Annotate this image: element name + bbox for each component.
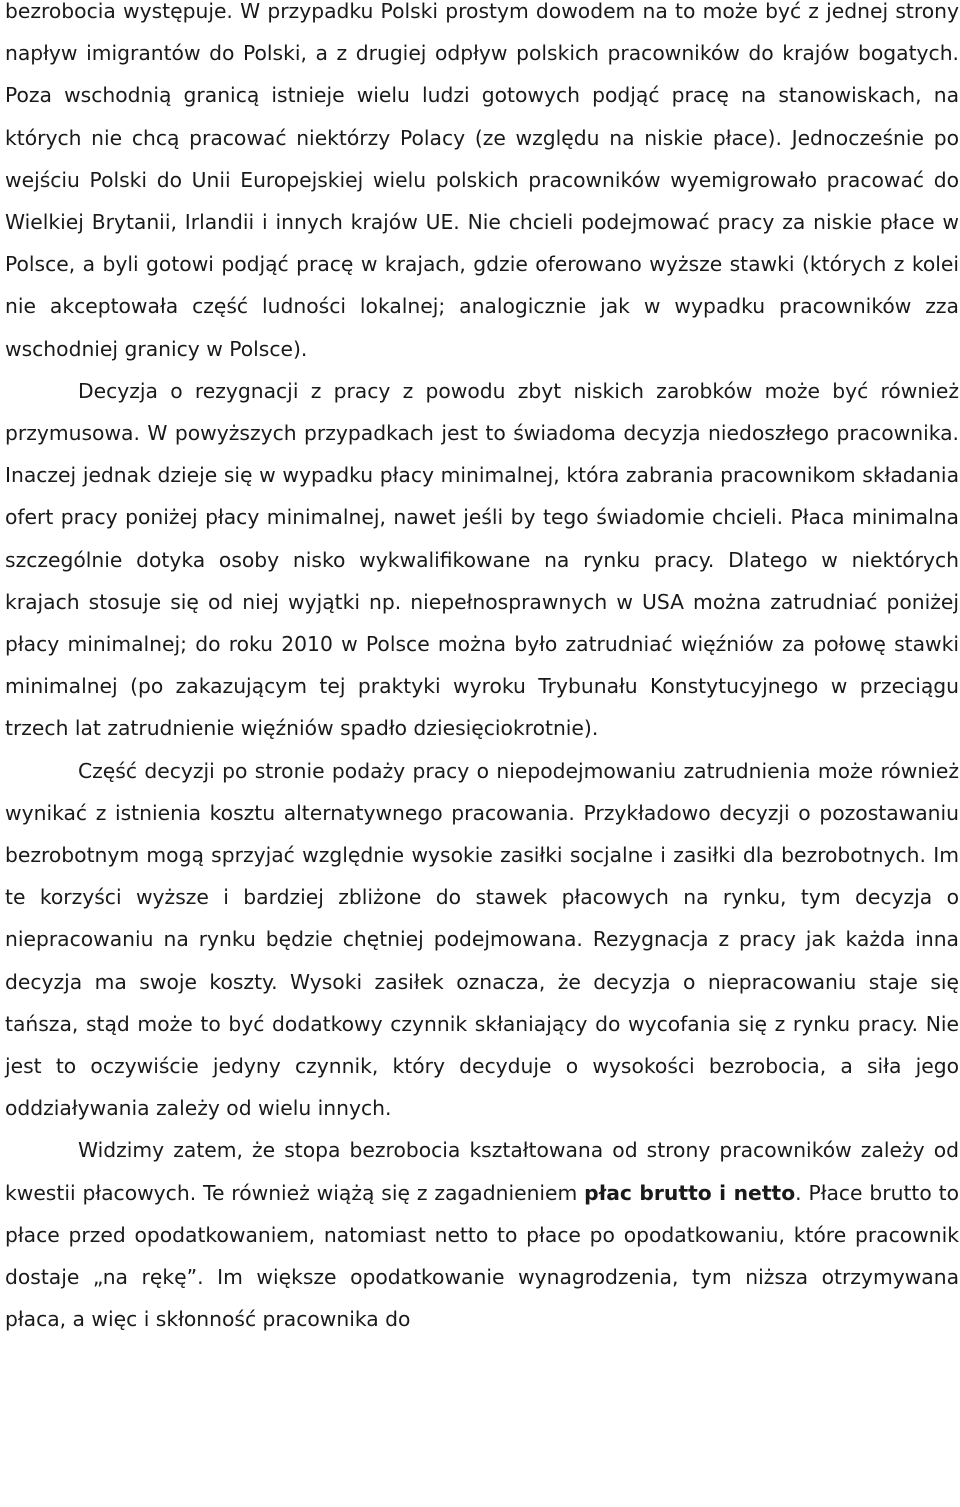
paragraph-4-text-start: Widzimy zatem, że stopa bezrobocia kształtowana od strony pracowników zależy od kwestii płacowych. Te również wiążą się z zagadnieniem [5,1138,959,1205]
paragraph-4-text-end: . Płace brutto to płace przed opodatkowaniem, natomiast netto to płace po opodatkowaniu, które pracownik dostaje „na rękę”. Im większe opodatkowanie wynagrodzenia, tym niższa otrzymywana płaca, a więc i skłonność pracownika do [5,1180,959,1332]
paragraph-3-text: Część decyzji po stronie podaży pracy o niepodejmowaniu zatrudnienia może również wynikać z istnienia kosztu alternatywnego pracowania. Przykładowo decyzji o pozostawaniu bezrobotnym mogą sprzyjać względnie wysokie zasiłki socjalne i zasiłki dla bezrobotnych. Im te korzyści wyższe i bardziej zbliżone do stawek płacowych na rynku, tym decyzja o niepracowaniu na rynku będzie chętniej podejmowana. Rezygnacja z pracy jak każda inna decyzja ma swoje koszty. Wysoki zasiłek oznacza, że decyzja o niepracowaniu staje się tańsza, stąd może to być dodatkowy czynnik skłaniający do wycofania się z rynku pracy. Nie jest to oczywiście jedyny czynnik, który decyduje o wysokości bezrobocia, a siła jego oddziaływania zależy od wielu innych. [5,758,959,1121]
term-brutto-netto: płac brutto i netto [584,1180,796,1205]
paragraph-1-text: bezrobocia występuje. W przypadku Polski prostym dowodem na to może być z jednej strony napływ imigrantów do Polski, a z drugiej odpływ polskich pracowników do krajów bogatych. Poza wschodnią granicą istnieje wielu ludzi gotowych podjąć pracę na stanowiskach, na których nie chcą pracować niektórzy Polacy (ze względu na niskie płace). Jednocześnie po wejściu Polski do Unii Europejskiej wielu polskich pracowników wyemigrowało pracować do Wielkiej Brytanii, Irlandii i innych krajów UE. Nie chcieli podejmować pracy za niskie płace w Polsce, a byli gotowi podjąć pracę w krajach, gdzie oferowano wyższe stawki (których z kolei nie akceptowała część ludności lokalnej; analogicznie jak w wypadku pracowników zza wschodniej granicy w Polsce). [5,0,959,361]
paragraph-4 [5,1129,959,1340]
paragraph-2-text: Decyzja o rezygnacji z pracy z powodu zbyt niskich zarobków może być również przymusowa. W powyższych przypadkach jest to świadoma decyzja niedoszłego pracownika. Inaczej jednak dzieje się w wypadku płacy minimalnej, która zabrania pracownikom składania ofert pracy poniżej płacy minimalnej, nawet jeśli by tego świadomie chcieli. Płaca minimalna szczególnie dotyka osoby nisko wykwalifikowane na rynku pracy. Dlatego w niektórych krajach stosuje się od niej wyjątki np. niepełnosprawnych w USA można zatrudniać poniżej płacy minimalnej; do roku 2010 w Polsce można było zatrudniać więźniów za połowę stawki minimalnej (po zakazującym tej praktyki wyroku Trybunału Konstytucyjnego w przeciągu trzech lat zatrudnienie więźniów spadło dziesięciokrotnie). [5,378,959,741]
document-page [5,0,959,1341]
paragraph-2 [5,370,959,750]
paragraph-1 [5,0,959,370]
paragraph-3 [5,750,959,1130]
